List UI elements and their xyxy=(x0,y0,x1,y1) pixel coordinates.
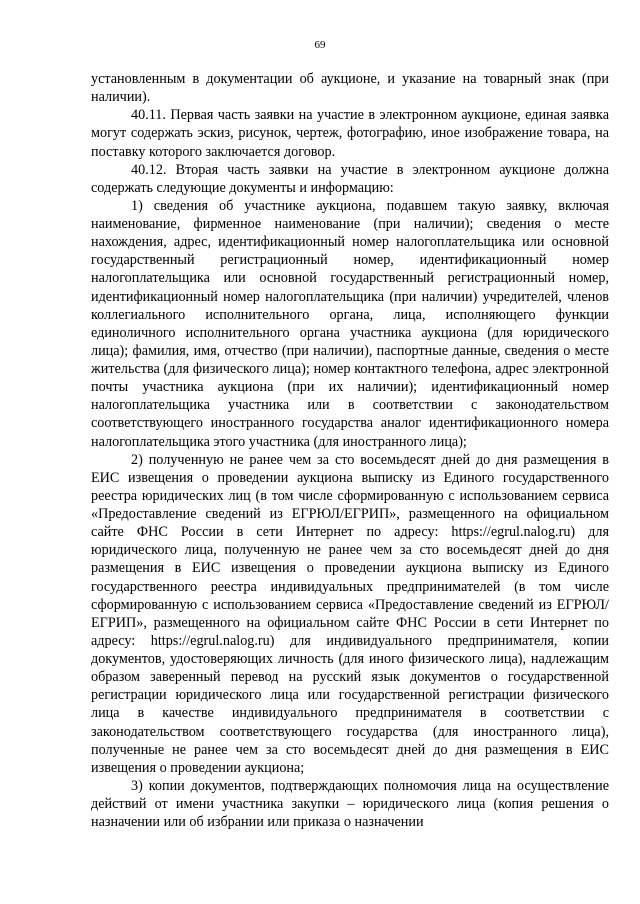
paragraph: 3) копии документов, подтверждающих полномочия лица на осуществление действий от имени участника закупки – юридического лица (копия решения о назначении или об избрании или приказа о назначении xyxy=(91,777,609,831)
page-number: 69 xyxy=(314,39,326,51)
paragraph: 40.11. Первая часть заявки на участие в электронном аукционе, единая заявка могут содержать эскиз, рисунок, чертеж, фотографию, иное изображение товара, на поставку которого заключается договор. xyxy=(91,107,609,160)
paragraph: установленным в документации об аукционе, и указание на товарный знак (при наличии). xyxy=(91,71,609,106)
paragraph: 40.12. Вторая часть заявки на участие в электронном аукционе должна содержать следующие документы и информацию: xyxy=(91,161,609,196)
paragraph: 1) сведения об участнике аукциона, подавшем такую заявку, включая наименование, фирменное наименование (при наличии); сведения о месте нахождения, адрес, идентификационный номер налогоплательщика или основной государственный регистрационный номер, идентификационный номер налогоплательщика или основной государственный регистрационный номер, идентификационный номер налогоплательщика (при наличии) учредителей, членов коллегиального исполнительного органа, лица, исполняющего функции единоличного исполнительного органа участника аукциона (для юридического лица); фамилия, имя, отчество (при наличии), паспортные данные, сведения о месте жительства (для физического лица); номер контактного телефона, адрес электронной почты участника аукциона (при их наличии); идентификационный номер налогоплательщика участника или в соответствии с законодательством соответствующего иностранного государства аналог идентификационного номера налогоплательщика этого участника (для иностранного лица); xyxy=(91,197,609,450)
document-body xyxy=(91,70,609,831)
paragraph: 2) полученную не ранее чем за сто восемьдесят дней до дня размещения в ЕИС извещения о проведении аукциона выписку из Единого государственного реестра юридических лиц (в том числе сформированную с использованием сервиса «Предоставление сведений из ЕГРЮЛ/ЕГРИП», размещенного на официальном сайте ФНС России в сети Интернет по адресу: https://egrul.nalog.ru) для юридического лица, полученную не ранее чем за сто восемьдесят дней до дня размещения в ЕИС извещения о проведении аукциона выписку из Единого государственного реестра индивидуальных предпринимателей (в том числе сформированную с использованием сервиса «Предоставление сведений из ЕГРЮЛ/ЕГРИП», размещенного на официальном сайте ФНС России в сети Интернет по адресу: https://egrul.nalog.ru) для индивидуального предпринимателя, копии документов, удостоверяющих личность (для иного физического лица), надлежащим образом заверенный перевод на русский язык документов о государственной регистрации юридического лица или государственной регистрации физического лица в качестве индивидуального предпринимателя в соответствии с законодательством соответствующего государства (для иностранного лица), полученные не ранее чем за сто восемьдесят дней до дня размещения в ЕИС извещения о проведении аукциона; xyxy=(91,451,609,776)
